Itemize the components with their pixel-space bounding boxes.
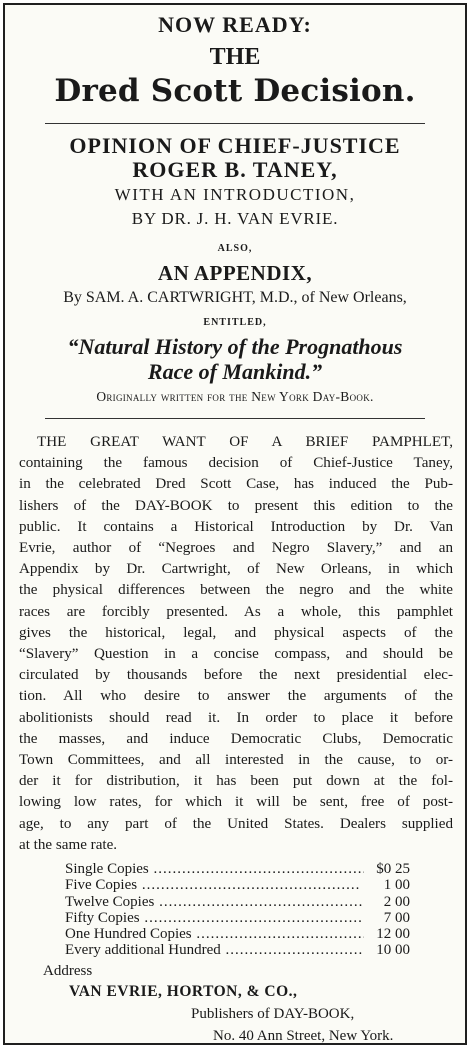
also-label: ALSO, [217,243,253,254]
body-line: Evrie, author of “Negroes and Negro Slavery,” and an [19,540,453,557]
the-heading: THE [209,44,261,70]
advertisement-frame [3,3,467,1045]
appendix-heading: AN APPENDIX, [157,261,313,285]
price-value: 7 00 [383,909,410,926]
opinion-line-2: ROGER B. TANEY, [132,157,338,182]
body-line: the physical differences between the negro and the white [19,582,453,599]
price-row [65,861,410,877]
publisher-of-line: Publishers of DAY-BOOK, [191,1006,355,1022]
price-row [65,894,410,910]
body-line: abolitionists should read it. In order to place it before [19,709,453,726]
price-value: 10 00 [376,942,410,959]
body-line: lishers of the DAY-BOOK to present this edition to the [19,497,453,514]
price-value: 1 00 [383,877,410,894]
price-row [65,926,410,942]
street-address: No. 40 Ann Street, New York. [213,1028,394,1044]
body-line: tion. All who desire to answer the arguments of the [19,688,453,705]
price-label: Fifty Copies ..... [65,910,364,926]
body-line: age, to any part of the United States. Dealers supplied [19,815,453,832]
body-line: circulated by thousands before the next presidential elec- [19,667,453,684]
appendix-title-line-1: “Natural History of the Prognathous [67,334,403,359]
price-row [65,942,410,958]
page-title: Dred Scott Decision. [54,73,416,109]
body-line: containing the famous decision of Chief-Justice Taney, [19,455,453,472]
body-paragraph [19,432,453,856]
price-label: Single Copies ..... [65,861,364,877]
price-label: Every additional Hundred ..... [65,942,364,958]
price-label: Twelve Copies ..... [65,894,364,910]
divider-rule [45,418,425,419]
body-line: lowing low rates, for which it will be sent, free of post- [19,794,453,811]
body-line: Town Committees, and all interested in the cause, to or- [19,752,453,769]
price-value: 2 00 [383,893,410,910]
body-line: at the same rate. [19,836,118,853]
publisher-name: VAN EVRIE, HORTON, & CO., [69,983,298,1000]
divider-rule [45,123,425,124]
appendix-byline: By SAM. A. CARTWRIGHT, M.D., of New Orleans, [63,289,407,306]
address-label: Address [43,963,93,979]
now-ready-heading: NOW READY: [158,12,312,37]
price-value: 12 00 [376,926,410,943]
body-line: Appendix by Dr. Cartwright, of New Orleans, in which [19,561,453,578]
body-line: der it for distribution, it has been put down at the fol- [19,773,453,790]
body-line: “Slavery” Question in a concise compass, and should be [19,646,453,663]
body-line: the masses, and induce Democratic Clubs, Democratic [19,730,453,747]
body-line: THE GREAT WANT OF A BRIEF PAMPHLET, [37,434,453,450]
body-line: gives the historical, legal, and physical aspects of the [19,624,453,641]
author-byline: BY DR. J. H. VAN EVRIE. [131,209,339,228]
price-row [65,910,410,926]
body-line: public. It contains a Historical Introduction by Dr. Van [19,518,453,535]
price-value: $0 25 [376,861,410,877]
body-line: races are forcibly presented. As a whole, this pamphlet [19,603,453,620]
originally-written-note: Originally written for the New York Day-Book. [96,389,374,404]
entitled-label: ENTITLED, [203,317,267,328]
appendix-title-line-2: Race of Mankind.” [147,359,323,384]
introduction-line: WITH AN INTRODUCTION, [114,185,356,204]
price-label: One Hundred Copies ..... [65,926,364,942]
price-list [65,861,410,959]
price-row [65,877,410,893]
price-label: Five Copies ..... [65,877,364,893]
body-line: in the celebrated Dred Scott Case, has induced the Pub- [19,476,453,493]
opinion-line-1: OPINION OF CHIEF-JUSTICE [69,133,401,158]
